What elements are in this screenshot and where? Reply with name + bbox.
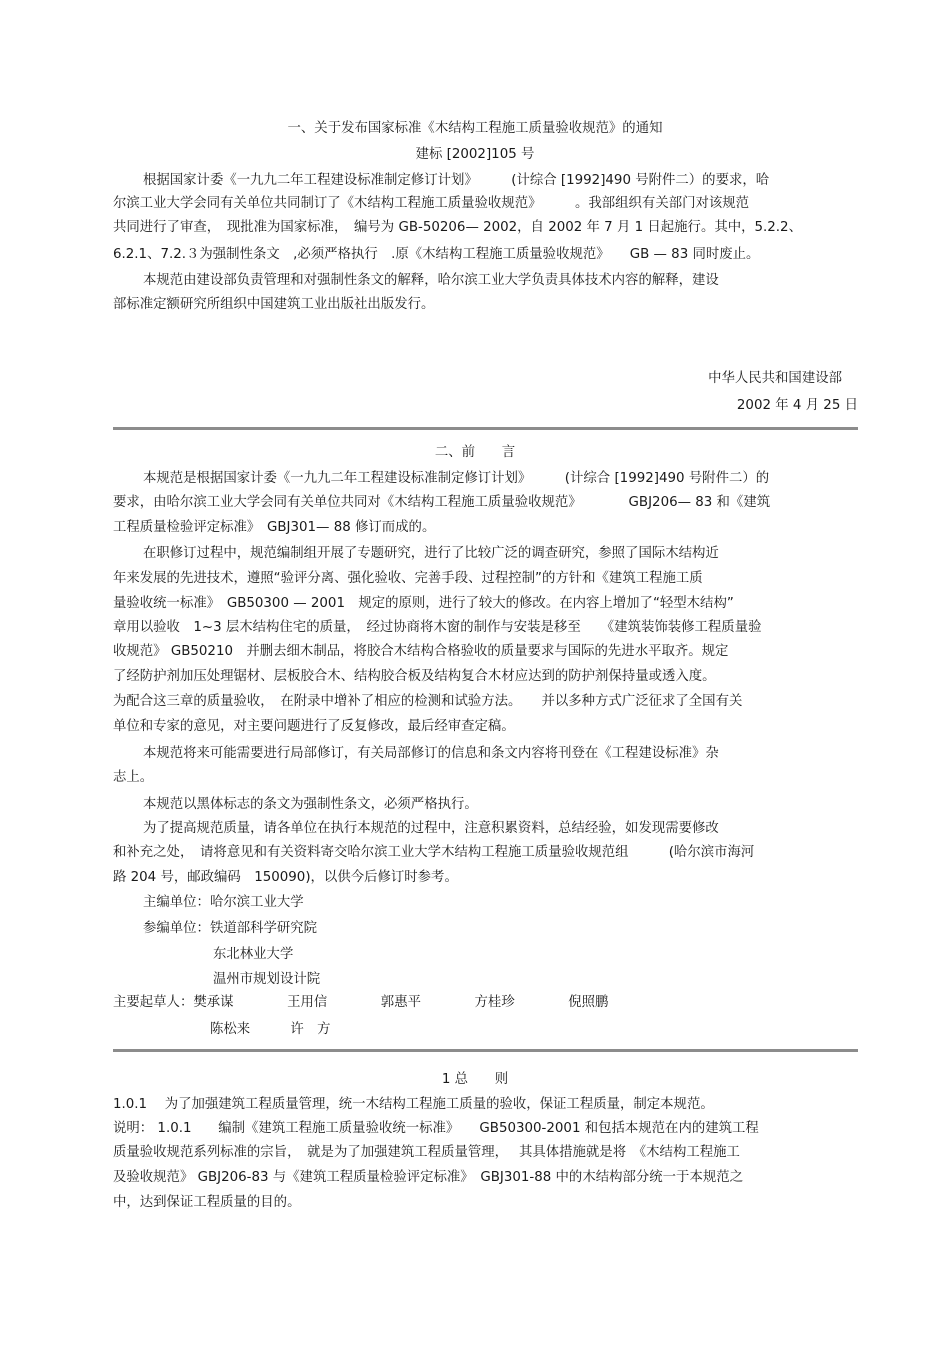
foreword-line: 要求，由哈尔滨工业大学会同有关单位共同对《木结构工程施工质量验收规范》 GBJ206— 83 和《建筑 (113, 495, 771, 510)
foreword-line: 章用以验收 1~3 层木结构住宅的质量， 经过协商将木窗的制作与安装是移至 《建筑装饰装修工程质量验 (113, 620, 762, 635)
clause-text: 中，达到保证工程质量的目的。 (113, 1195, 301, 1210)
participating-unit: 温州市规划设计院 (213, 972, 321, 987)
notice-doc-number: 建标 [2002]105 号 (415, 147, 535, 162)
foreword-line: 志上。 (113, 770, 154, 785)
section-divider (113, 1049, 858, 1052)
main-drafters: 陈松来 许 方 (210, 1022, 331, 1037)
section-divider (113, 427, 858, 430)
foreword-line: 量验收统一标准》 GB50300 — 2001 规定的原则，进行了较大的修改。在内容上增加了“轻型木结构” (113, 596, 734, 611)
notice-line: 尔滨工业大学会同有关单位共同制订了《木结构工程施工质量验收规范》 。我部组织有关部门对该规范 (113, 196, 750, 211)
clause-text: 及验收规范》 GBJ206-83 与《建筑工程质量检验评定标准》 GBJ301-88 中的木结构部分统一于本规范之 (113, 1170, 744, 1185)
foreword-line: 工程质量检验评定标准》 GBJ301— 88 修订而成的。 (113, 520, 436, 535)
notice-line: 共同进行了审查， 现批准为国家标准， 编号为 GB-50206— 2002，自 2002 年 7 月 1 日起施行。其中，5.2.2、 (113, 220, 802, 235)
notice-date: 2002 年 4 月 25 日 (736, 398, 858, 413)
notice-line: 6.2.1、7.2.３为强制性条文 ,必须严格执行 .原《木结构工程施工质量验收规范》 GB — 83 同时废止。 (113, 247, 760, 262)
foreword-line: 和补充之处， 请将意见和有关资料寄交哈尔滨工业大学木结构工程施工质量验收规范组 (哈尔滨市海河 (113, 845, 755, 860)
foreword-line: 本规范以黑体标志的条文为强制性条文，必须严格执行。 (143, 797, 478, 812)
foreword-line: 年来发展的先进技术，遵照“验评分离、强化验收、完善手段、过程控制”的方针和《建筑工程施工质 (113, 571, 703, 586)
foreword-line: 为配合这三章的质量验收， 在附录中增补了相应的检测和试验方法。 并以多种方式广泛征求了全国有关 (113, 694, 743, 709)
foreword-line: 收规范》 GB50210 并删去细木制品，将胶合木结构合格验收的质量要求与国际的先进水平取齐。规定 (113, 644, 729, 659)
foreword-line: 本规范是根据国家计委《一九九二年工程建设标准制定修订计划》 (计综合 [1992]490 号附件二）的 (143, 471, 770, 486)
chief-editor-unit: 主编单位：哈尔滨工业大学 (143, 895, 304, 910)
main-drafters: 主要起草人：樊承谋 王用信 郭惠平 方桂珍 倪照鹏 (113, 995, 609, 1010)
foreword-line: 本规范将来可能需要进行局部修订，有关局部修订的信息和条文内容将刊登在《工程建设标准》杂 (143, 746, 719, 761)
participating-unit: 东北林业大学 (213, 947, 294, 962)
participating-unit: 参编单位：铁道部科学研究院 (143, 921, 318, 936)
foreword-line: 了经防护剂加压处理锯材、层板胶合木、结构胶合板及结构复合木材应达到的防护剂保持量或透入度。 (113, 669, 716, 684)
chapter-title: 1 总 则 (441, 1072, 509, 1087)
notice-title: 一、关于发布国家标准《木结构工程施工质量验收规范》的通知 (287, 121, 663, 136)
foreword-line: 为了提高规范质量，请各单位在执行本规范的过程中，注意积累资料，总结经验，如发现需要修改 (143, 821, 719, 836)
notice-line: 根据国家计委《一九九二年工程建设标准制定修订计划》 (计综合 [1992]490 号附件二）的要求，哈 (143, 173, 770, 188)
foreword-title: 二、前 言 (434, 445, 516, 460)
clause-text: 1.0.1 为了加强建筑工程质量管理，统一木结构工程施工质量的验收，保证工程质量，制定本规范。 (113, 1097, 714, 1112)
notice-line: 本规范由建设部负责管理和对强制性条文的解释，哈尔滨工业大学负责具体技术内容的解释，建设 (143, 273, 719, 288)
clause-text: 说明： 1.0.1 编制《建筑工程施工质量验收统一标准》 GB50300-2001 和包括本规范在内的建筑工程 (113, 1121, 759, 1136)
notice-issuer: 中华人民共和国建设部 (708, 371, 842, 386)
foreword-line: 在职修订过程中，规范编制组开展了专题研究，进行了比较广泛的调查研究，参照了国际木结构近 (143, 546, 719, 561)
clause-text: 质量验收规范系列标准的宗旨， 就是为了加强建筑工程质量管理， 其具体措施就是将 《木结构工程施工 (113, 1145, 740, 1160)
notice-line: 部标准定额研究所组织中国建筑工业出版社出版发行。 (113, 297, 435, 312)
foreword-line: 单位和专家的意见，对主要问题进行了反复修改，最后经审查定稿。 (113, 719, 515, 734)
foreword-line: 路 204 号，邮政编码 150090)，以供今后修订时参考。 (113, 870, 458, 885)
